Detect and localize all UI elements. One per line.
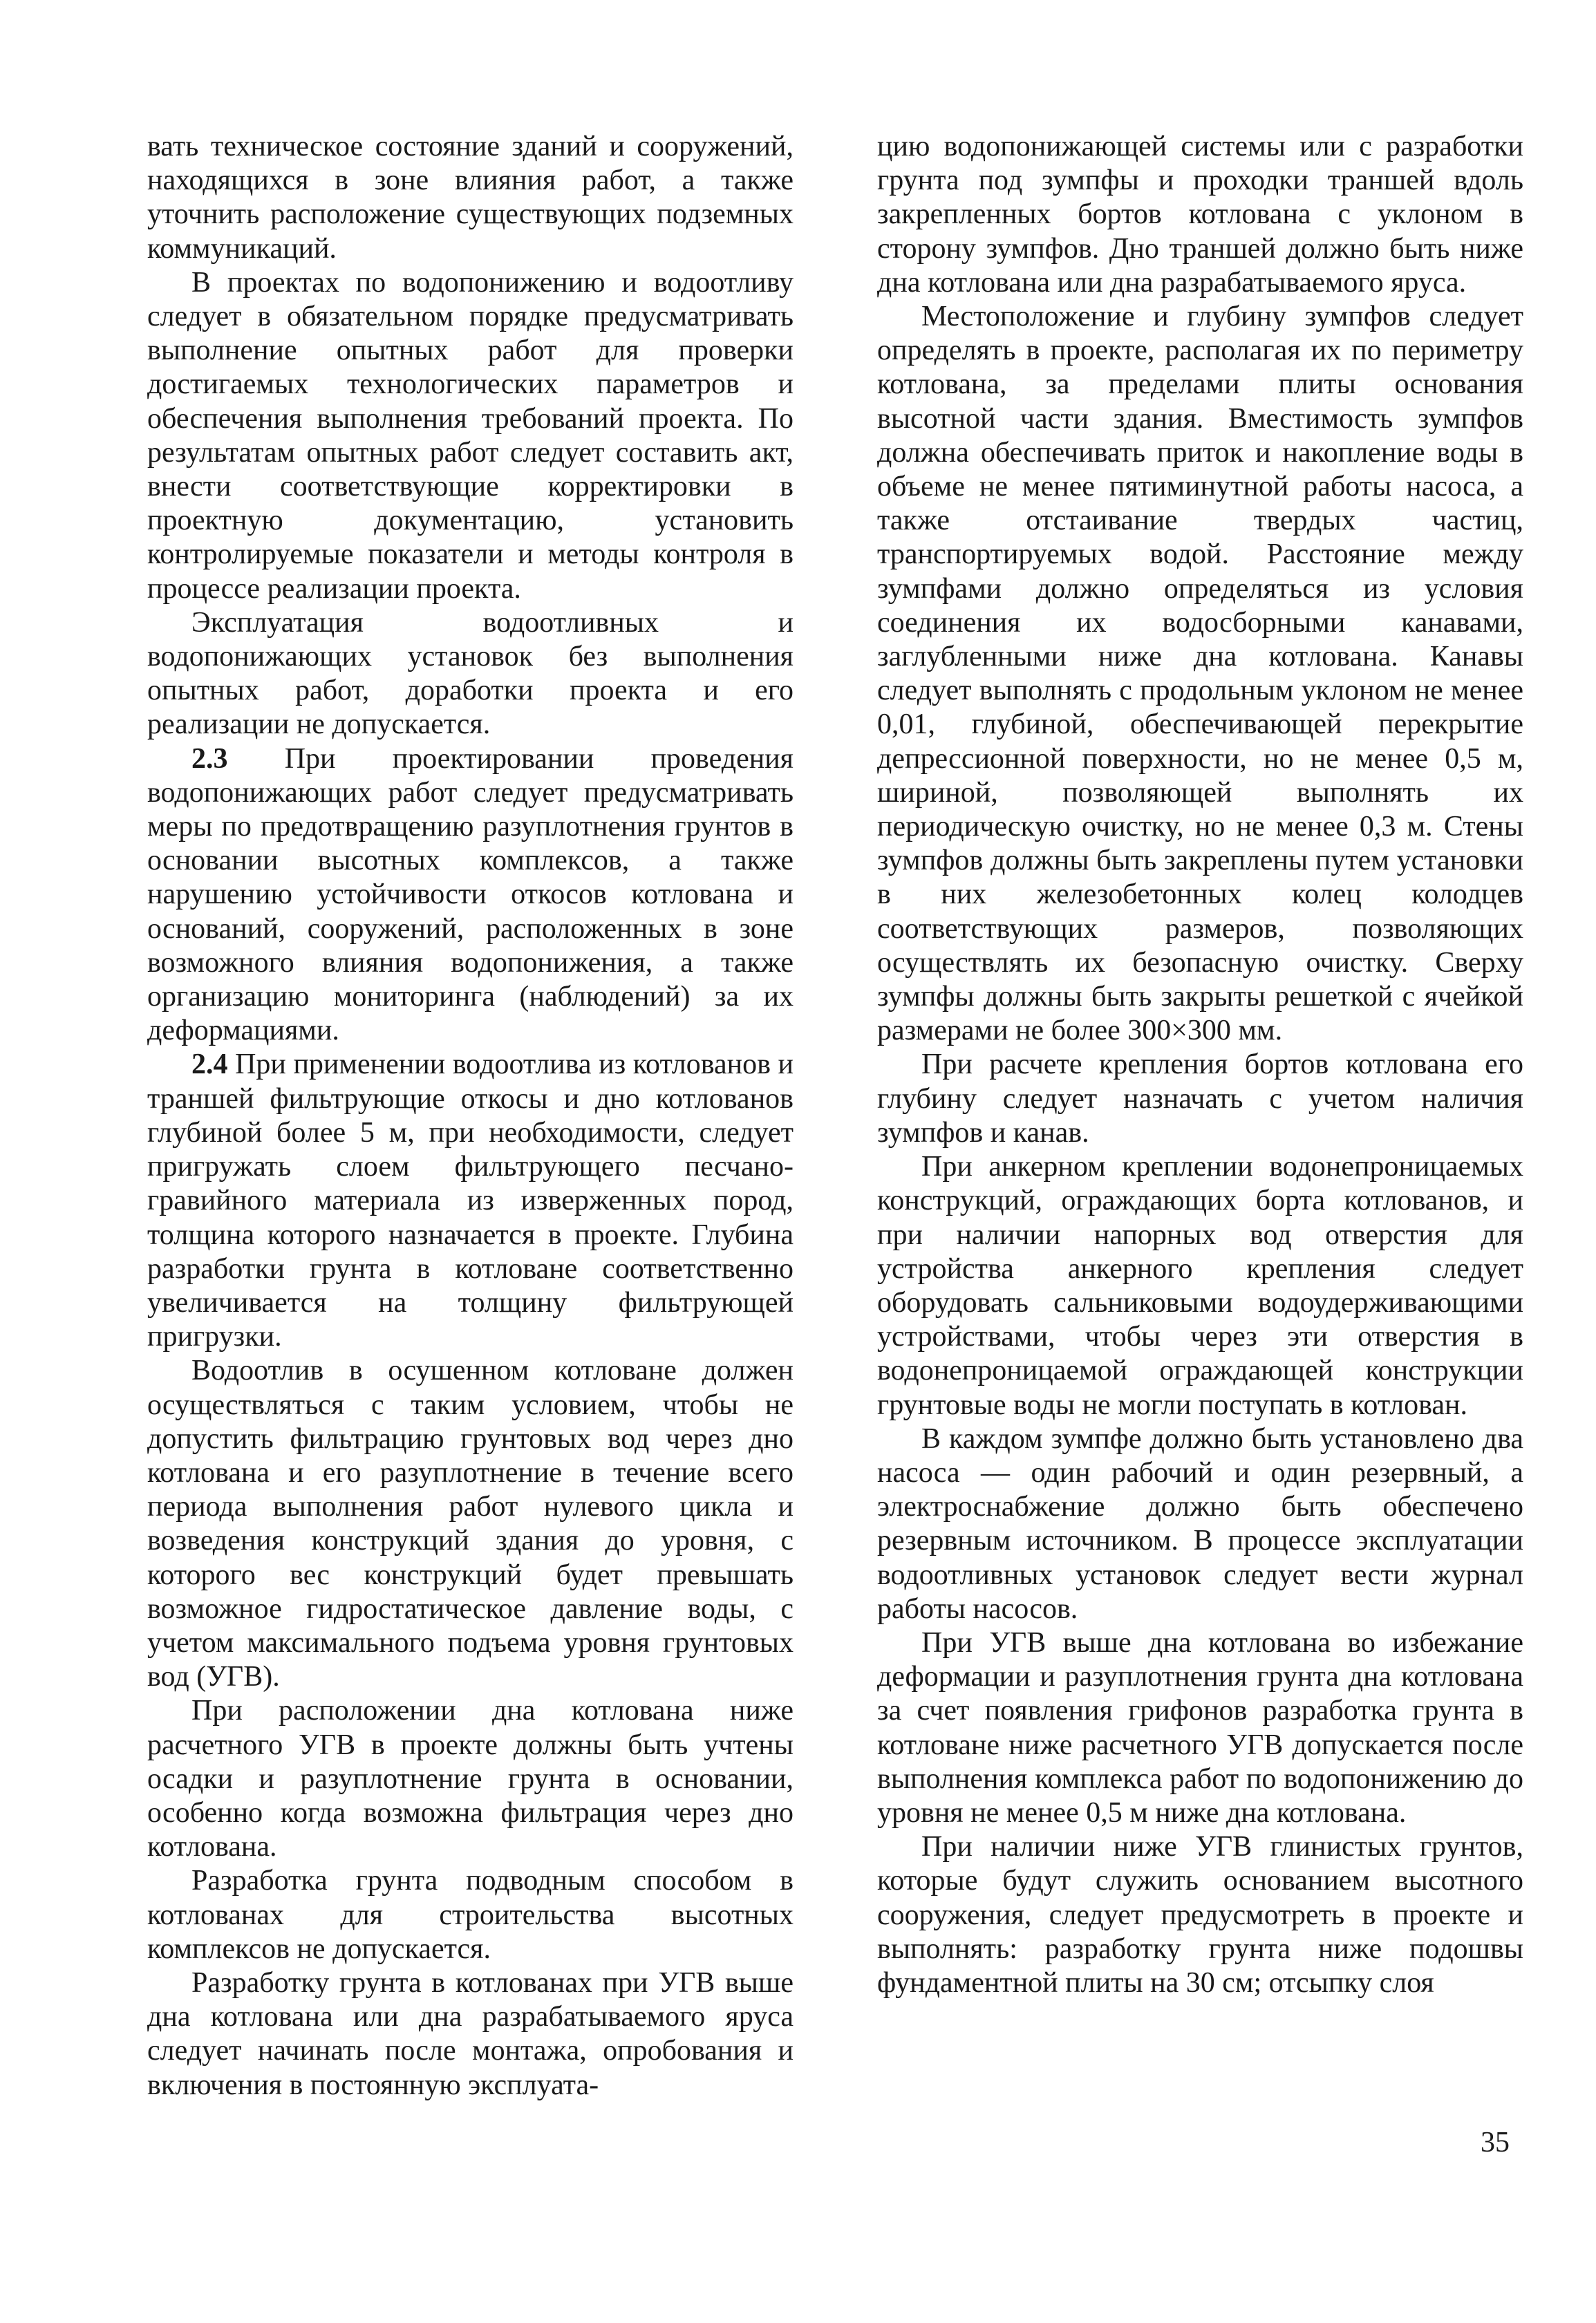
paragraph: При расчете крепления бортов котлована его глубину следует назначать с учетом наличия зумпфов и канав. bbox=[877, 1048, 1523, 1149]
section-number: 2.3 bbox=[191, 742, 228, 775]
paragraph: При анкерном креплении водонепроницаемых конструкций, ограждающих борта котлованов, и при наличии напорных вод отверстия для устройства анкерного крепления следует оборудовать сальниковыми водоудерживающими устройствами, чтобы через эти отверстия в водонепроницаемой ограждающей конструкции грунтовые воды не могли поступать в котлован. bbox=[877, 1151, 1523, 1421]
section-2-4-paragraph: 2.4 При применении водоотлива из котлованов и траншей фильтрующие откосы и дно котлованов глубиной более 5 м, при необходимости, следует пригружать слоем фильтрующего песчано-гравийного материала из изверженных пород, толщина которого назначается в проекте. Глубина разработки грунта в котловане соответственно увеличивается на толщину фильтрующей пригрузки. bbox=[147, 1048, 794, 1353]
right-column bbox=[877, 130, 1523, 2000]
paragraph: В каждом зумпфе должно быть установлено два насоса — один рабочий и один резервный, а электроснабжение должно быть обеспечено резервным источником. В процессе эксплуатации водоотливных установок следует вести журнал работы насосов. bbox=[877, 1422, 1523, 1625]
paragraph: цию водопонижающей системы или с разработки грунта под зумпфы и проходки траншей вдоль закрепленных бортов котлована с уклоном в сторону зумпфов. Дно траншей должно быть ниже дна котлована или дна разрабатываемого яруса. bbox=[877, 131, 1523, 299]
section-number: 2.4 bbox=[191, 1048, 228, 1081]
paragraph: При УГВ выше дна котлована во избежание деформации и разуплотнения грунта дна котлована за счет появления грифонов разработка грунта в котловане ниже расчетного УГВ допускается после выполнения комплекса работ по водопонижению до уровня не менее 0,5 м ниже дна котлована. bbox=[877, 1626, 1523, 1829]
paragraph: Разработку грунта в котлованах при УГВ выше дна котлована или дна разрабатываемого яруса следует начинать после монтажа, опробования и включения в постоянную эксплуата- bbox=[147, 1966, 794, 2101]
page-number: 35 bbox=[1481, 2127, 1510, 2159]
paragraph: Водоотлив в осушенном котловане должен осуществляться с таким условием, чтобы не допустить фильтрацию грунтовых вод через дно котлована и его разуплотнение в течение всего периода выполнения работ нулевого цикла и возведения конструкций здания до уровня, с которого вес конструкций будет превышать возможное гидростатическое давление воды, с учетом максимального подъема уровня грунтовых вод (УГВ). bbox=[147, 1355, 794, 1693]
left-column bbox=[147, 130, 794, 2103]
section-2-3-paragraph: 2.3 При проектировании проведения водопонижающих работ следует предусматривать меры по предотвращению разуплотнения грунтов в основании высотных комплексов, а также нарушению устойчивости откосов котлована и оснований, сооружений, расположенных в зоне возможного влияния водопонижения, а также организацию мониторинга (наблюдений) за их деформациями. bbox=[147, 742, 794, 1047]
paragraph: При наличии ниже УГВ глинистых грунтов, которые будут служить основанием высотного сооружения, следует предусмотреть в проекте и выполнять: разработку грунта ниже подошвы фундаментной плиты на 30 см; отсыпку слоя bbox=[877, 1831, 1523, 1999]
paragraph: вать техническое состояние зданий и сооружений, находящихся в зоне влияния работ, а также уточнить расположение существующих подземных коммуникаций. bbox=[147, 131, 794, 265]
paragraph: Эксплуатация водоотливных и водопонижающих установок без выполнения опытных работ, доработки проекта и его реализации не допускается. bbox=[147, 606, 794, 741]
paragraph: В проектах по водопонижению и водоотливу следует в обязательном порядке предусматривать выполнение опытных работ для проверки достигаемых технологических параметров и обеспечения выполнения требований проекта. По результатам опытных работ следует составить акт, внести соответствующие корректировки в проектную документацию, установить контролируемые показатели и методы контроля в процессе реализации проекта. bbox=[147, 266, 794, 605]
paragraph: При расположении дна котлована ниже расчетного УГВ в проекте должны быть учтены осадки и разуплотнение грунта в основании, особенно когда возможна фильтрация через дно котлована. bbox=[147, 1695, 794, 1863]
paragraph: Местоположение и глубину зумпфов следует определять в проекте, располагая их по периметру котлована, за пределами плиты основания высотной части здания. Вместимость зумпфов должна обеспечивать приток и накопление воды в объеме не менее пятиминутной работы насоса, а также отстаивание твердых частиц, транспортируемых водой. Расстояние между зумпфами должно определяться из условия соединения их водосборными канавами, заглубленными ниже дна котлована. Канавы следует выполнять с продольным уклоном не менее 0,01, глубиной, обеспечивающей перекрытие депрессионной поверхности, но не менее 0,5 м, шириной, позволяющей выполнять их периодическую очистку, но не менее 0,3 м. Стены зумпфов должны быть закреплены путем установки в них железобетонных колец колодцев соответствующих размеров, позволяющих осуществлять их безопасную очистку. Сверху зумпфы должны быть закрыты решеткой с ячейкой размерами не более 300×300 мм. bbox=[877, 301, 1523, 1047]
paragraph: Разработка грунта подводным способом в котлованах для строительства высотных комплексов не допускается. bbox=[147, 1865, 794, 1965]
